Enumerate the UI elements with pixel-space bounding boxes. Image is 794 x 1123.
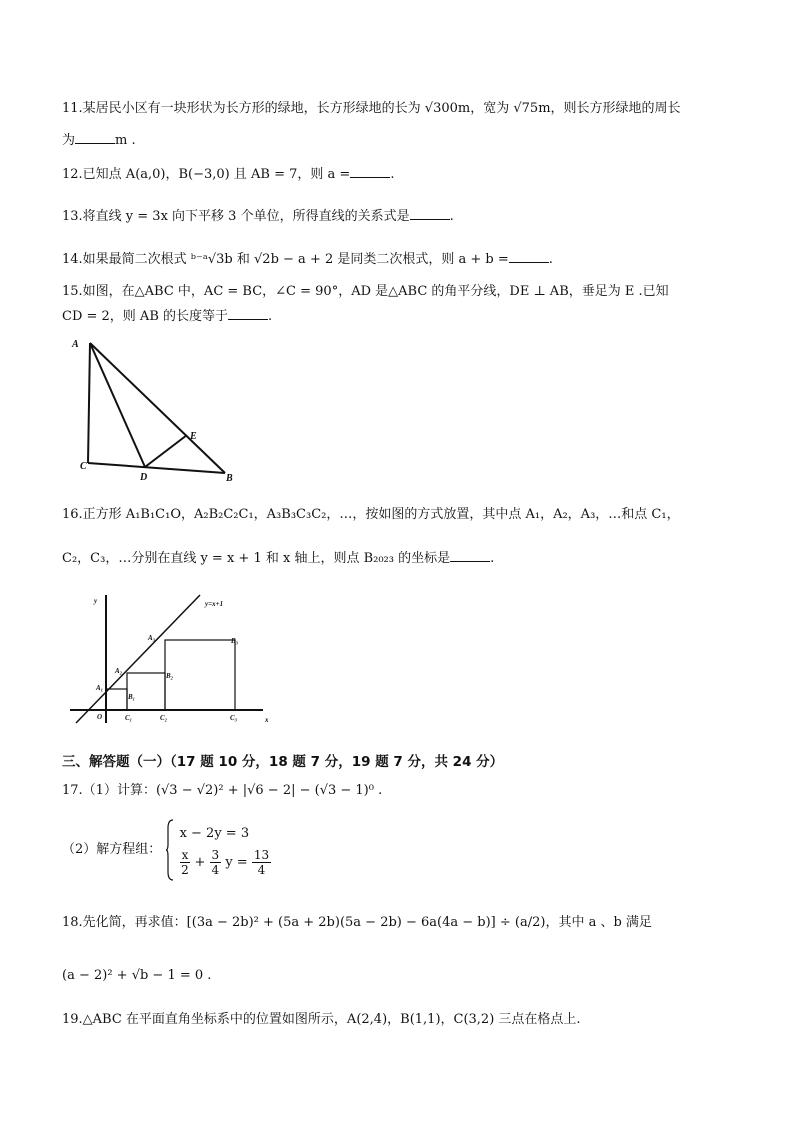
square-3 xyxy=(165,640,235,710)
x-axis-label: x xyxy=(265,716,269,724)
q16-line2 xyxy=(62,549,494,568)
squares-figure xyxy=(68,585,283,730)
fraction-13-over-4: $\frac{13}{4}$ xyxy=(253,847,270,877)
label-c: C xyxy=(80,461,87,472)
q12-end: . xyxy=(390,167,395,182)
label-b: B xyxy=(226,473,233,483)
q11-prefix: 为 xyxy=(62,133,76,148)
equation-2 xyxy=(180,848,272,877)
q17-part2 xyxy=(62,818,271,882)
origin-label: O xyxy=(97,713,103,721)
segment-ac xyxy=(88,343,90,463)
segment-de xyxy=(145,435,187,467)
q14-text: 14.如果最简二次根式 ᵇ⁻ᵃ√3b 和 √2b − a + 2 是同类二次根式，则 a + b = xyxy=(62,252,509,267)
label-a: A xyxy=(72,339,79,350)
label-a3: A₃ xyxy=(148,634,156,642)
q15-end: . xyxy=(268,309,273,324)
q18-line2: (a − 2)² + √b − 1 = 0 . xyxy=(62,968,212,983)
label-a1: A₁ xyxy=(96,684,104,692)
q11-line2 xyxy=(62,131,136,150)
segment-cb xyxy=(88,463,225,473)
section-heading: 三、解答题（一）（17 题 10 分，18 题 7 分，19 题 7 分，共 24 分） xyxy=(62,754,504,770)
square-1 xyxy=(106,689,127,710)
label-c2: C₂ xyxy=(160,714,168,722)
answer-blank xyxy=(509,250,549,263)
answer-blank xyxy=(410,207,450,220)
label-a2: A₂ xyxy=(115,667,123,675)
y-equals: y = xyxy=(225,854,248,870)
fraction-x-over-2: $\frac{x}{2}$ xyxy=(181,847,189,877)
q15-line2 xyxy=(62,307,272,326)
label-e: E xyxy=(190,431,197,442)
y-axis-label: y xyxy=(94,597,98,605)
plus-sign: + xyxy=(194,854,206,870)
q13-line xyxy=(62,207,454,226)
equation-system xyxy=(180,824,272,877)
answer-blank xyxy=(350,165,390,178)
answer-blank xyxy=(450,549,490,562)
square-2 xyxy=(127,673,165,710)
segment-ad xyxy=(90,343,145,467)
line-y-eq-x-plus-1 xyxy=(76,595,200,723)
q16-end: . xyxy=(490,551,495,566)
label-d: D xyxy=(140,472,148,483)
q11-suffix: m . xyxy=(115,133,136,148)
equation-1: x − 2y = 3 xyxy=(179,825,250,841)
answer-blank xyxy=(228,307,268,320)
label-b2: B₂ xyxy=(166,672,174,680)
label-c3: C₃ xyxy=(230,714,238,722)
q12-line xyxy=(62,165,394,184)
q14-end: . xyxy=(548,252,553,267)
q19-line: 19.△ABC 在平面直角坐标系中的位置如图所示，A(2,4)，B(1,1)，C(3,2) 三点在格点上. xyxy=(62,1012,581,1027)
q15-line1: 15.如图，在△ABC 中，AC = BC，∠C = 90°，AD 是△ABC 的角平分线，DE ⊥ AB，垂足为 E .已知 xyxy=(62,284,669,299)
label-b1: B₁ xyxy=(128,693,136,701)
label-b3: B₃ xyxy=(231,637,239,645)
q16-line1: 16.正方形 A₁B₁C₁O，A₂B₂C₂C₁，A₃B₃C₃C₂，…，按如图的方式放置，其中点 A₁，A₂，A₃，…和点 C₁， xyxy=(62,507,680,522)
fraction-3-over-4: $\frac{3}{4}$ xyxy=(211,847,220,877)
segment-ab xyxy=(90,343,225,473)
q13-text: 13.将直线 y = 3x 向下平移 3 个单位，所得直线的关系式是 xyxy=(62,209,410,224)
q13-end: . xyxy=(449,209,454,224)
label-c1: C₁ xyxy=(125,714,133,722)
q16-text: C₂，C₃，…分别在直线 y = x + 1 和 x 轴上，则点 B₂₀₂₃ 的坐标是 xyxy=(62,551,451,566)
q18-line1: 18.先化简，再求值：[(3a − 2b)² + (5a + 2b)(5a − 2b) − 6a(4a − b)] ÷ (a/2)，其中 a 、b 满足 xyxy=(62,915,652,930)
q15-text: CD = 2，则 AB 的长度等于 xyxy=(62,309,229,324)
brace-icon xyxy=(165,818,175,882)
triangle-figure xyxy=(70,335,245,483)
q17-part2-label: （2）解方程组： xyxy=(62,842,162,857)
q14-line xyxy=(62,250,553,269)
q12-text: 12.已知点 A(a,0)，B(−3,0) 且 AB = 7，则 a = xyxy=(62,167,351,182)
answer-blank xyxy=(75,131,115,144)
q11-line1: 11.某居民小区有一块形状为长方形的绿地，长方形绿地的长为 √300m，宽为 √75m，则长方形绿地的周长 xyxy=(62,101,681,116)
line-label: y=x+1 xyxy=(205,600,224,608)
q17-part1: 17.（1）计算：(√3 − √2)² + |√6 − 2| − (√3 − 1)⁰ . xyxy=(62,783,383,798)
